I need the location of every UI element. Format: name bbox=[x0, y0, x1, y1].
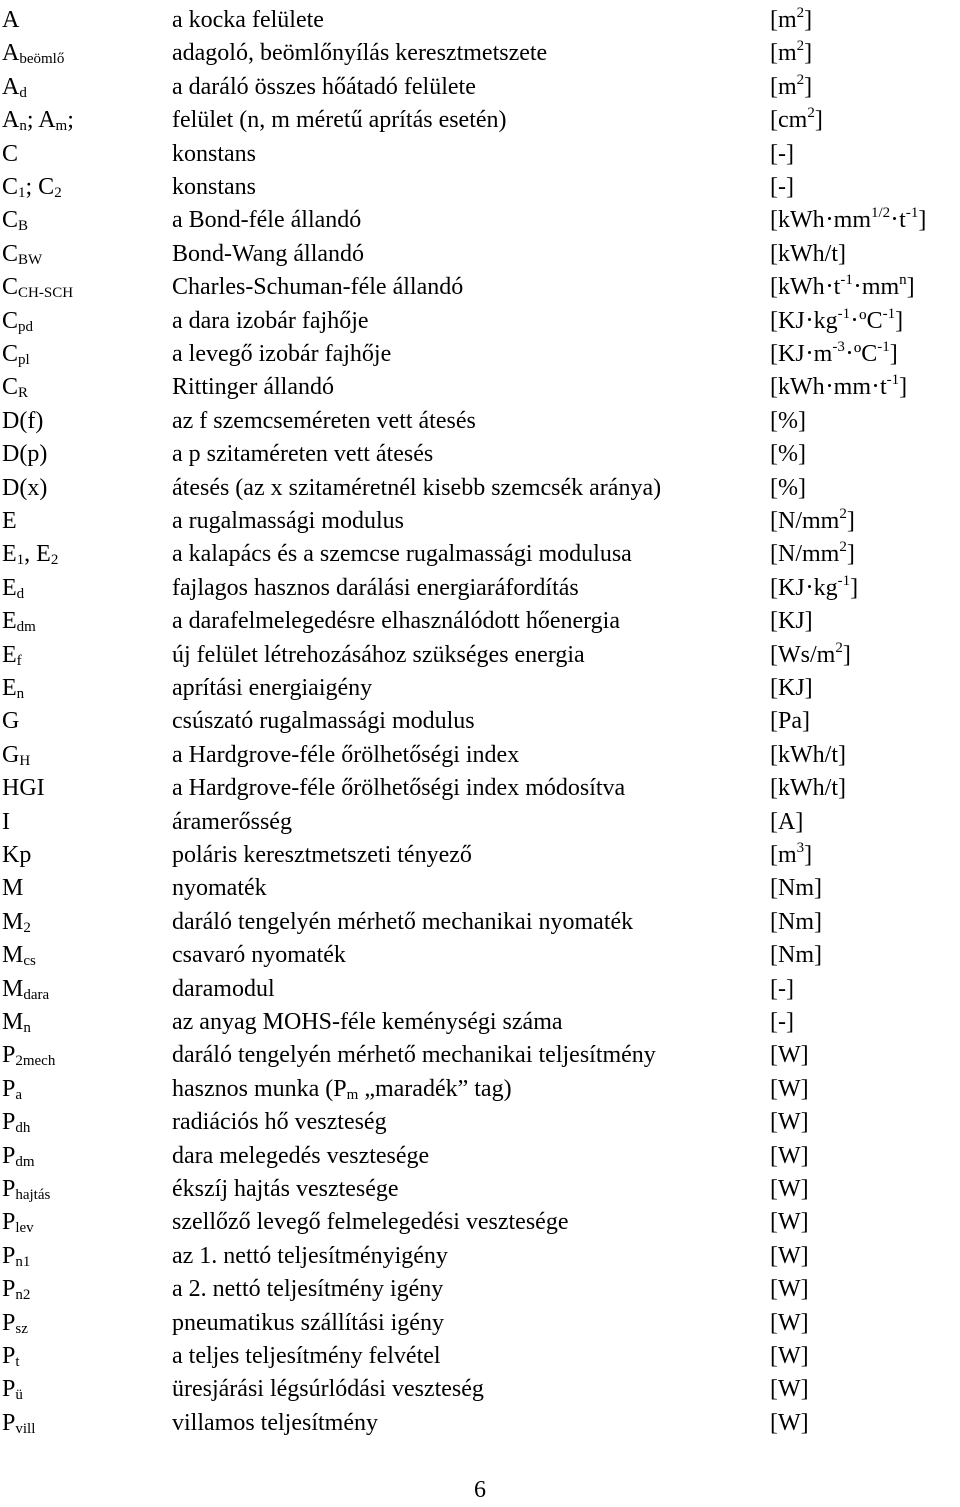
unit: [W] bbox=[770, 1409, 809, 1436]
description: a dara izobár fajhője bbox=[172, 307, 369, 334]
unit: [-] bbox=[770, 174, 794, 200]
symbol-subscript: dm bbox=[15, 1153, 35, 1170]
unit-superscript: -1 bbox=[837, 305, 851, 322]
description: daráló tengelyén mérhető mechanikai teljesítmény bbox=[172, 1042, 656, 1069]
description: Bond-Wang állandó bbox=[172, 240, 365, 267]
unit: [W] bbox=[770, 1343, 809, 1369]
description: a Bond-féle állandó bbox=[172, 207, 362, 234]
description: az 1. nettó teljesítményigény bbox=[172, 1242, 448, 1269]
symbol: $P_{sz}$ bbox=[2, 1309, 28, 1337]
unit-superscript: -1 bbox=[905, 205, 919, 222]
unit-superscript: 2 bbox=[807, 105, 815, 122]
symbol-subscript: m bbox=[55, 118, 68, 135]
symbol: $P_{lev}$ bbox=[2, 1209, 34, 1237]
unit: [%] bbox=[770, 474, 806, 501]
symbol: $P_{hajtás}$ bbox=[2, 1176, 51, 1203]
unit: [KJ] bbox=[770, 608, 813, 635]
unit: [-] bbox=[770, 140, 794, 167]
unit: [kWh $t^{-1}$ $mm^n$] bbox=[770, 272, 915, 301]
nomenclature-row bbox=[0, 973, 960, 1006]
nomenclature-row bbox=[0, 405, 960, 438]
symbol: HGI bbox=[2, 775, 45, 802]
nomenclature-row bbox=[0, 872, 960, 905]
symbol: E bbox=[2, 508, 17, 534]
unit-superscript: 2 bbox=[839, 506, 847, 522]
symbol-subscript: B bbox=[18, 218, 29, 235]
symbol: $E_n$ bbox=[2, 675, 25, 702]
description: daramodul bbox=[172, 975, 275, 1002]
unit: [W] bbox=[770, 1209, 809, 1236]
symbol-subscript: ü bbox=[15, 1387, 23, 1404]
symbol-subscript: n bbox=[16, 686, 25, 702]
description: aprítási energiaigény bbox=[172, 675, 373, 701]
unit: [W] bbox=[770, 1242, 809, 1269]
description: a teljes teljesítmény felvétel bbox=[172, 1343, 441, 1369]
unit: $[N/mm^2]$ bbox=[770, 506, 855, 534]
unit: [W] bbox=[770, 1176, 809, 1202]
symbol-subscript: CH-SCH bbox=[18, 285, 74, 302]
description: a p szitaméreten vett átesés bbox=[172, 441, 434, 468]
unit: [W] bbox=[770, 1276, 809, 1303]
symbol-subscript: 2 bbox=[23, 919, 31, 936]
nomenclature-row bbox=[0, 238, 960, 271]
symbol: $C_{BW}$ bbox=[2, 240, 43, 268]
unit: [KJ $kg^{-1}$ ºC$^{-1}$] bbox=[770, 305, 904, 334]
description: csúszató rugalmassági modulus bbox=[172, 708, 475, 735]
multiplication-dot bbox=[828, 384, 831, 387]
unit: [%] bbox=[770, 407, 806, 434]
nomenclature-row bbox=[0, 438, 960, 471]
unit-superscript: 2 bbox=[835, 639, 843, 656]
nomenclature-row bbox=[0, 1106, 960, 1139]
symbol: $C_B$ bbox=[2, 207, 29, 235]
unit: [W] bbox=[770, 1075, 809, 1102]
unit: $[m^2]$ bbox=[770, 5, 813, 33]
symbol: I bbox=[2, 808, 10, 835]
unit: [kWh mm $t^{-1}$] bbox=[770, 372, 908, 401]
description: Charles-Schuman-féle állandó bbox=[172, 274, 464, 301]
description: szellőző levegő felmelegedési vesztesége bbox=[172, 1209, 569, 1236]
symbol-subscript: hajtás bbox=[15, 1187, 51, 1203]
multiplication-dot bbox=[808, 318, 811, 321]
multiplication-dot bbox=[853, 318, 856, 321]
unit: [KJ $m^{-3}$ ºC$^{-1}$] bbox=[770, 339, 898, 367]
description: csavaró nyomaték bbox=[172, 942, 346, 969]
multiplication-dot bbox=[848, 351, 851, 354]
nomenclature-row bbox=[0, 1206, 960, 1239]
nomenclature-row bbox=[0, 472, 960, 505]
description: üresjárási légsúrlódási veszteség bbox=[172, 1376, 484, 1403]
unit: [Nm] bbox=[770, 875, 822, 902]
multiplication-dot bbox=[856, 284, 859, 287]
description: radiációs hő veszteség bbox=[172, 1109, 387, 1136]
symbol: M bbox=[2, 875, 24, 902]
nomenclature-row bbox=[0, 1073, 960, 1106]
description: az f szemcseméreten vett átesés bbox=[172, 407, 476, 434]
symbol-subscript: vill bbox=[15, 1420, 36, 1437]
unit: [kWh $mm^{1/2}$ $t^{-1}$] bbox=[770, 205, 927, 234]
description: a daráló összes hőátadó felülete bbox=[172, 73, 476, 100]
symbol-subscript: d bbox=[16, 585, 25, 602]
nomenclature-row bbox=[0, 538, 960, 571]
description: fajlagos hasznos darálási energiaráfordítás bbox=[172, 574, 579, 601]
description: a darafelmelegedésre elhasználódott hőenergia bbox=[172, 608, 620, 635]
multiplication-dot bbox=[808, 585, 811, 588]
unit: [Nm] bbox=[770, 908, 822, 935]
nomenclature-row bbox=[0, 4, 960, 37]
nomenclature-row bbox=[0, 104, 960, 137]
symbol: D(x) bbox=[2, 474, 48, 501]
nomenclature-row bbox=[0, 204, 960, 237]
symbol: $M_n$ bbox=[2, 1009, 31, 1036]
nomenclature-row bbox=[0, 906, 960, 939]
unit-superscript: -1 bbox=[837, 572, 851, 589]
symbol-subscript: 1 bbox=[18, 185, 26, 201]
unit: $[N/mm^2]$ bbox=[770, 539, 855, 568]
symbol: Kp bbox=[2, 842, 32, 868]
unit: $[Ws/m^2]$ bbox=[770, 639, 851, 668]
unit: [KJ $kg^{-1}$] bbox=[770, 572, 859, 601]
description: konstans bbox=[172, 140, 256, 167]
unit: [Nm] bbox=[770, 942, 822, 969]
nomenclature-row bbox=[0, 1240, 960, 1273]
unit: $[m^2]$ bbox=[770, 71, 813, 100]
symbol-subscript: H bbox=[19, 752, 31, 769]
symbol-subscript: dara bbox=[23, 986, 50, 1003]
symbol: D(p) bbox=[2, 441, 48, 468]
description: a kocka felülete bbox=[172, 7, 324, 33]
unit: $[m^3]$ bbox=[770, 840, 813, 868]
description: adagoló, beömlőnyílás keresztmetszete bbox=[172, 40, 548, 67]
symbol-subscript: beömlő bbox=[19, 51, 65, 68]
page-number: 6 bbox=[474, 1477, 486, 1503]
unit: [%] bbox=[770, 441, 806, 468]
unit-superscript: 1/2 bbox=[871, 205, 891, 222]
description: villamos teljesítmény bbox=[172, 1409, 378, 1436]
symbol: $P_ü$ bbox=[2, 1376, 23, 1404]
symbol-subscript: pd bbox=[18, 318, 34, 335]
nomenclature-row bbox=[0, 1140, 960, 1173]
symbol: $P_t$ bbox=[2, 1343, 20, 1370]
nomenclature-row bbox=[0, 672, 960, 705]
nomenclature-row bbox=[0, 705, 960, 738]
symbol-subscript: 2 bbox=[50, 552, 59, 569]
description: a rugalmassági modulus bbox=[172, 508, 404, 534]
description-subscript: m bbox=[346, 1086, 359, 1103]
description: a Hardgrove-féle őrölhetőségi index módosítva bbox=[172, 775, 626, 802]
symbol: $P_{n2}$ bbox=[2, 1276, 31, 1304]
description: felület (n, m méretű aprítás esetén) bbox=[172, 107, 507, 134]
symbol: $E_f$ bbox=[2, 641, 22, 669]
description: a kalapács és a szemcse rugalmassági modulusa bbox=[172, 541, 632, 568]
symbol: $C_{pd}$ bbox=[2, 307, 34, 335]
symbol-subscript: 2 bbox=[54, 185, 62, 201]
multiplication-dot bbox=[828, 284, 831, 287]
multiplication-dot bbox=[874, 384, 877, 387]
symbol: $C_{pl}$ bbox=[2, 341, 30, 368]
nomenclature-row bbox=[0, 371, 960, 404]
symbol: $C_R$ bbox=[2, 374, 29, 402]
symbol-subscript: t bbox=[15, 1354, 20, 1370]
nomenclature-row bbox=[0, 71, 960, 104]
description: Rittinger állandó bbox=[172, 374, 334, 401]
unit: [Pa] bbox=[770, 708, 810, 735]
symbol-subscript: cs bbox=[23, 953, 36, 970]
nomenclature-row bbox=[0, 605, 960, 638]
description: hasznos munka ($P_m$ „maradék” tag) bbox=[172, 1075, 512, 1103]
description: poláris keresztmetszeti tényező bbox=[172, 842, 472, 868]
symbol-subscript: n bbox=[23, 1020, 31, 1036]
symbol-subscript: n bbox=[19, 118, 27, 135]
symbol: $P_{2mech}$ bbox=[2, 1042, 56, 1070]
symbol: $G_H$ bbox=[2, 741, 31, 769]
description: ékszíj hajtás vesztesége bbox=[172, 1176, 399, 1202]
nomenclature-row bbox=[0, 639, 960, 672]
unit-superscript: 2 bbox=[796, 38, 805, 55]
description: konstans bbox=[172, 174, 256, 200]
symbol: $P_a$ bbox=[2, 1075, 23, 1103]
unit-superscript: -1 bbox=[877, 339, 890, 355]
multiplication-dot bbox=[828, 217, 831, 220]
description: daráló tengelyén mérhető mechanikai nyomaték bbox=[172, 908, 634, 935]
description: dara melegedés vesztesége bbox=[172, 1142, 430, 1169]
unit: [W] bbox=[770, 1042, 809, 1069]
symbol: $P_{dh}$ bbox=[2, 1109, 31, 1137]
symbol-subscript: pl bbox=[18, 352, 30, 368]
symbol-subscript: d bbox=[19, 84, 27, 101]
symbol: $A_{beömlő}$ bbox=[2, 40, 65, 68]
description: a levegő izobár fajhője bbox=[172, 341, 392, 367]
nomenclature-row bbox=[0, 1407, 960, 1440]
symbol-subscript: n1 bbox=[15, 1253, 31, 1270]
description: nyomaték bbox=[172, 875, 267, 902]
unit: [W] bbox=[770, 1109, 809, 1136]
symbol-subscript: R bbox=[18, 385, 29, 402]
unit: [-] bbox=[770, 975, 794, 1002]
symbol: D(f) bbox=[2, 407, 44, 434]
symbol: $C_{CH-SCH}$ bbox=[2, 274, 74, 302]
unit-superscript: 2 bbox=[796, 71, 805, 88]
unit: [-] bbox=[770, 1009, 794, 1035]
symbol: $P_{dm}$ bbox=[2, 1142, 35, 1170]
multiplication-dot bbox=[808, 351, 811, 354]
symbol: $P_{n1}$ bbox=[2, 1242, 31, 1270]
unit-superscript: -3 bbox=[832, 339, 845, 355]
nomenclature-row bbox=[0, 338, 960, 371]
description: új felület létrehozásához szükséges energia bbox=[172, 641, 585, 668]
symbol-subscript: a bbox=[15, 1086, 23, 1103]
nomenclature-row bbox=[0, 1006, 960, 1039]
description: áramerősség bbox=[172, 808, 292, 835]
symbol-subscript: n2 bbox=[15, 1287, 31, 1304]
nomenclature-row bbox=[0, 305, 960, 338]
description: pneumatikus szállítási igény bbox=[172, 1309, 444, 1336]
unit: [A] bbox=[770, 808, 804, 835]
unit-superscript: -1 bbox=[882, 305, 896, 322]
symbol: $E_{dm}$ bbox=[2, 608, 36, 636]
nomenclature-row bbox=[0, 1173, 960, 1206]
nomenclature-row bbox=[0, 739, 960, 772]
unit: [kWh/t] bbox=[770, 741, 846, 768]
unit-superscript: 2 bbox=[796, 5, 805, 21]
symbol-subscript: BW bbox=[18, 251, 43, 268]
nomenclature-row bbox=[0, 138, 960, 171]
symbol-subscript: f bbox=[16, 652, 22, 669]
nomenclature-row bbox=[0, 806, 960, 839]
unit: [kWh/t] bbox=[770, 240, 846, 267]
symbol-subscript: lev bbox=[15, 1220, 34, 1237]
symbol: $E_d$ bbox=[2, 574, 25, 602]
nomenclature-row bbox=[0, 1340, 960, 1373]
unit-superscript: -1 bbox=[840, 272, 853, 289]
nomenclature-row bbox=[0, 772, 960, 805]
nomenclature-row bbox=[0, 271, 960, 304]
description: átesés (az x szitaméretnél kisebb szemcsék aránya) bbox=[172, 474, 662, 501]
unit: [KJ] bbox=[770, 675, 813, 701]
nomenclature-row bbox=[0, 939, 960, 972]
unit: [W] bbox=[770, 1142, 809, 1169]
symbol: C bbox=[2, 140, 19, 167]
unit-superscript: 2 bbox=[839, 539, 847, 556]
symbol: $M_{dara}$ bbox=[2, 975, 50, 1003]
symbol: $C_1$; $C_2$ bbox=[2, 174, 62, 201]
unit-superscript: 3 bbox=[796, 840, 805, 856]
unit-superscript: -1 bbox=[886, 372, 900, 389]
symbol: G bbox=[2, 708, 20, 735]
symbol: $A_d$ bbox=[2, 73, 27, 101]
unit: $[m^2]$ bbox=[770, 38, 813, 67]
symbol-subscript: dh bbox=[15, 1120, 31, 1137]
nomenclature-row bbox=[0, 1273, 960, 1306]
description: a 2. nettó teljesítmény igény bbox=[172, 1276, 444, 1303]
symbol: $M_2$ bbox=[2, 908, 31, 936]
nomenclature-row bbox=[0, 1307, 960, 1340]
nomenclature-row bbox=[0, 572, 960, 605]
symbol: A bbox=[2, 7, 20, 33]
nomenclature-row bbox=[0, 1373, 960, 1406]
symbol-subscript: 2mech bbox=[15, 1053, 56, 1070]
symbol: $M_{cs}$ bbox=[2, 942, 36, 970]
unit: [W] bbox=[770, 1376, 809, 1403]
symbol: $P_{vill}$ bbox=[2, 1409, 36, 1437]
unit-superscript: n bbox=[899, 272, 907, 289]
unit: [kWh/t] bbox=[770, 775, 846, 802]
unit: $[cm^2]$ bbox=[770, 105, 823, 134]
nomenclature-row bbox=[0, 1039, 960, 1072]
symbol-subscript: sz bbox=[15, 1320, 28, 1337]
nomenclature-row bbox=[0, 171, 960, 204]
description: az anyag MOHS-féle keménységi száma bbox=[172, 1009, 563, 1035]
symbol-subscript: 1 bbox=[16, 552, 25, 569]
unit: [W] bbox=[770, 1309, 809, 1336]
multiplication-dot bbox=[893, 217, 896, 220]
symbol: $E_1$, $E_2$ bbox=[2, 541, 59, 569]
symbol-subscript: dm bbox=[16, 619, 36, 636]
nomenclature-row bbox=[0, 505, 960, 538]
nomenclature-row bbox=[0, 839, 960, 872]
description: a Hardgrove-féle őrölhetőségi index bbox=[172, 741, 520, 768]
symbol: $A_n$; $A_m$; bbox=[2, 107, 74, 135]
nomenclature-row bbox=[0, 37, 960, 70]
